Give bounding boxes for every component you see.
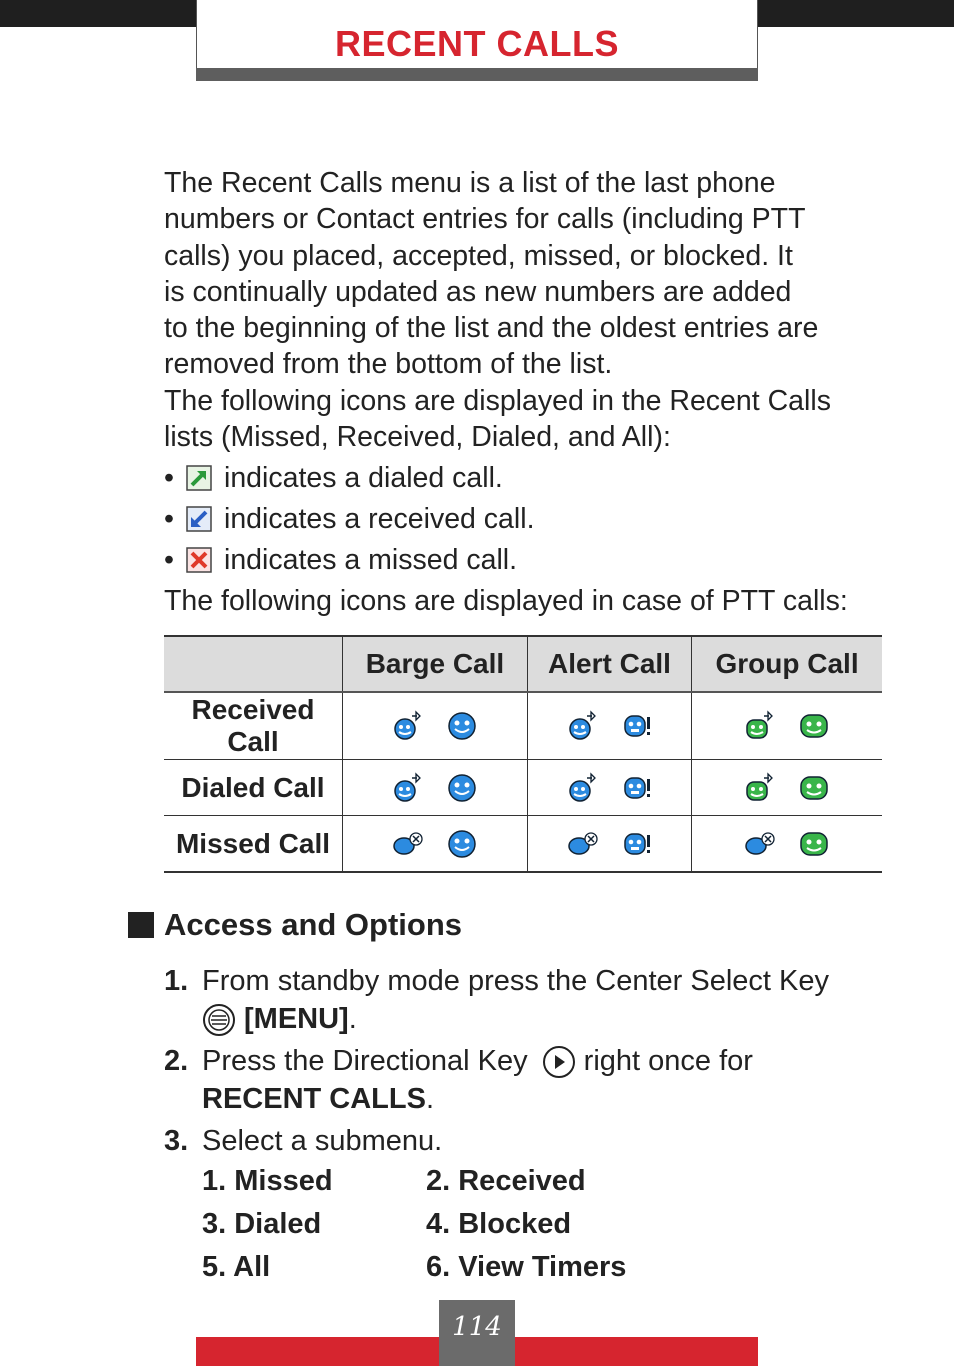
step-tail: .: [425, 1083, 435, 1115]
bullet-text: indicates a dialed call.: [224, 462, 503, 494]
bullet-dot: •: [164, 462, 174, 494]
ptt-group-face-icon: [796, 826, 832, 862]
group-missed-cell: [692, 816, 882, 873]
table-header-alert: Alert Call: [527, 636, 691, 692]
center-select-key-icon: [202, 1003, 236, 1037]
alert-missed-cell: [527, 816, 691, 873]
row-label-text: Missed Call: [175, 827, 331, 859]
table-header-group: Group Call: [692, 636, 882, 692]
intro-line: lists (Missed, Received, Dialed, and All):: [164, 421, 671, 454]
step-text: Press the Directional Key: [202, 1045, 528, 1077]
page-title: RECENT CALLS: [335, 23, 619, 64]
intro-line: to the beginning of the list and the oldest entries are: [164, 312, 819, 345]
page-number-box: [439, 1300, 515, 1366]
row-label-text: Received Call: [191, 694, 315, 757]
step-text: right once for: [583, 1045, 753, 1077]
ptt-group-missed-icon: [742, 826, 778, 862]
barge-received-cell: [343, 692, 528, 760]
intro-line: is continually updated as new numbers are added: [164, 275, 792, 308]
intro-line: The following icons are displayed in the Recent Calls: [164, 384, 831, 417]
ptt-alert-received-phone-icon: [565, 708, 601, 744]
ptt-barge-missed-icon: [390, 826, 426, 862]
ptt-icons-table: [164, 635, 882, 873]
table-row: [164, 692, 882, 760]
group-dialed-cell: [692, 760, 882, 816]
group-received-cell: [692, 692, 882, 760]
step-indent: [164, 1003, 357, 1035]
table-header-barge: Barge Call: [343, 636, 528, 692]
step-text: Select a submenu.: [202, 1125, 443, 1157]
barge-dialed-cell: [343, 760, 528, 816]
ptt-group-received-phone-icon: [742, 708, 778, 744]
bullet-received: [164, 501, 535, 537]
ptt-alert-face-icon: [619, 826, 655, 862]
intro-line: removed from the bottom of the list.: [164, 348, 613, 381]
ptt-group-face-icon: [796, 770, 832, 806]
ptt-barge-face-icon: [444, 826, 480, 862]
header-tab: [196, 0, 758, 69]
intro-line: The Recent Calls menu is a list of the last phone: [164, 167, 776, 199]
bullet-dot: •: [164, 544, 174, 576]
ptt-intro: The following icons are displayed in case of PTT calls:: [164, 585, 848, 617]
intro-line: numbers or Contact entries for calls (including PTT: [164, 203, 806, 236]
ptt-group-face-icon: [796, 708, 832, 744]
row-label-text: Dialed Call: [181, 771, 325, 803]
menu-key-label: [MENU]: [244, 1003, 349, 1035]
row-label: [164, 760, 343, 816]
step-text: From standby mode press the Center Select Key: [202, 965, 830, 997]
alert-dialed-cell: [527, 760, 691, 816]
bullet-dot: •: [164, 503, 174, 535]
submenu-item: 1. Missed: [202, 1165, 333, 1197]
row-label: [164, 816, 343, 873]
submenu-item: 3. Dialed: [202, 1208, 322, 1240]
intro-line: calls) you placed, accepted, missed, or blocked. It: [164, 239, 793, 272]
ptt-alert-face-icon: [619, 770, 655, 806]
step-tail: .: [348, 1003, 357, 1035]
header-underbar: [196, 68, 758, 81]
section-square-icon: [128, 912, 154, 938]
section-title: Access and Options: [164, 907, 463, 942]
submenu-item: 5. All: [202, 1251, 271, 1283]
page-number: 114: [452, 1312, 502, 1342]
ptt-barge-face-icon: [444, 770, 480, 806]
table-row: [164, 816, 882, 873]
ptt-barge-face-icon: [444, 708, 480, 744]
step-3: [164, 1122, 442, 1160]
step-1: [164, 962, 829, 1038]
table-header-empty: [164, 636, 343, 692]
bullet-dialed: [164, 460, 503, 496]
bullet-missed: [164, 542, 517, 578]
bullet-text: indicates a received call.: [224, 503, 535, 535]
step-indent: [164, 1083, 434, 1115]
ptt-barge-received-phone-icon: [390, 708, 426, 744]
bullet-text: indicates a missed call.: [224, 544, 518, 576]
step-number: 3.: [164, 1125, 189, 1157]
missed-call-icon: [186, 547, 212, 573]
step-2: [164, 1042, 753, 1118]
header-bar-right: [758, 0, 954, 27]
ptt-group-dialed-phone-icon: [742, 770, 778, 806]
received-call-icon: [186, 506, 212, 532]
alert-received-cell: [527, 692, 691, 760]
header-bar-left: [0, 0, 196, 27]
row-label: [164, 692, 343, 760]
ptt-alert-face-icon: [619, 708, 655, 744]
barge-missed-cell: [343, 816, 528, 873]
ptt-alert-missed-icon: [565, 826, 601, 862]
recent-calls-label: RECENT CALLS: [202, 1083, 426, 1115]
step-number: 1.: [164, 965, 189, 997]
intro-paragraph: [164, 165, 884, 455]
ptt-barge-dialed-phone-icon: [390, 770, 426, 806]
submenu-item: 6. View Timers: [426, 1251, 627, 1283]
section-heading: [128, 907, 462, 943]
step-number: 2.: [164, 1045, 189, 1077]
directional-key-right-icon: [542, 1045, 576, 1079]
table-row: [164, 760, 882, 816]
ptt-alert-dialed-phone-icon: [565, 770, 601, 806]
submenu-item: 4. Blocked: [426, 1208, 572, 1240]
dialed-call-icon: [186, 465, 212, 491]
submenu-item: 2. Received: [426, 1165, 586, 1197]
